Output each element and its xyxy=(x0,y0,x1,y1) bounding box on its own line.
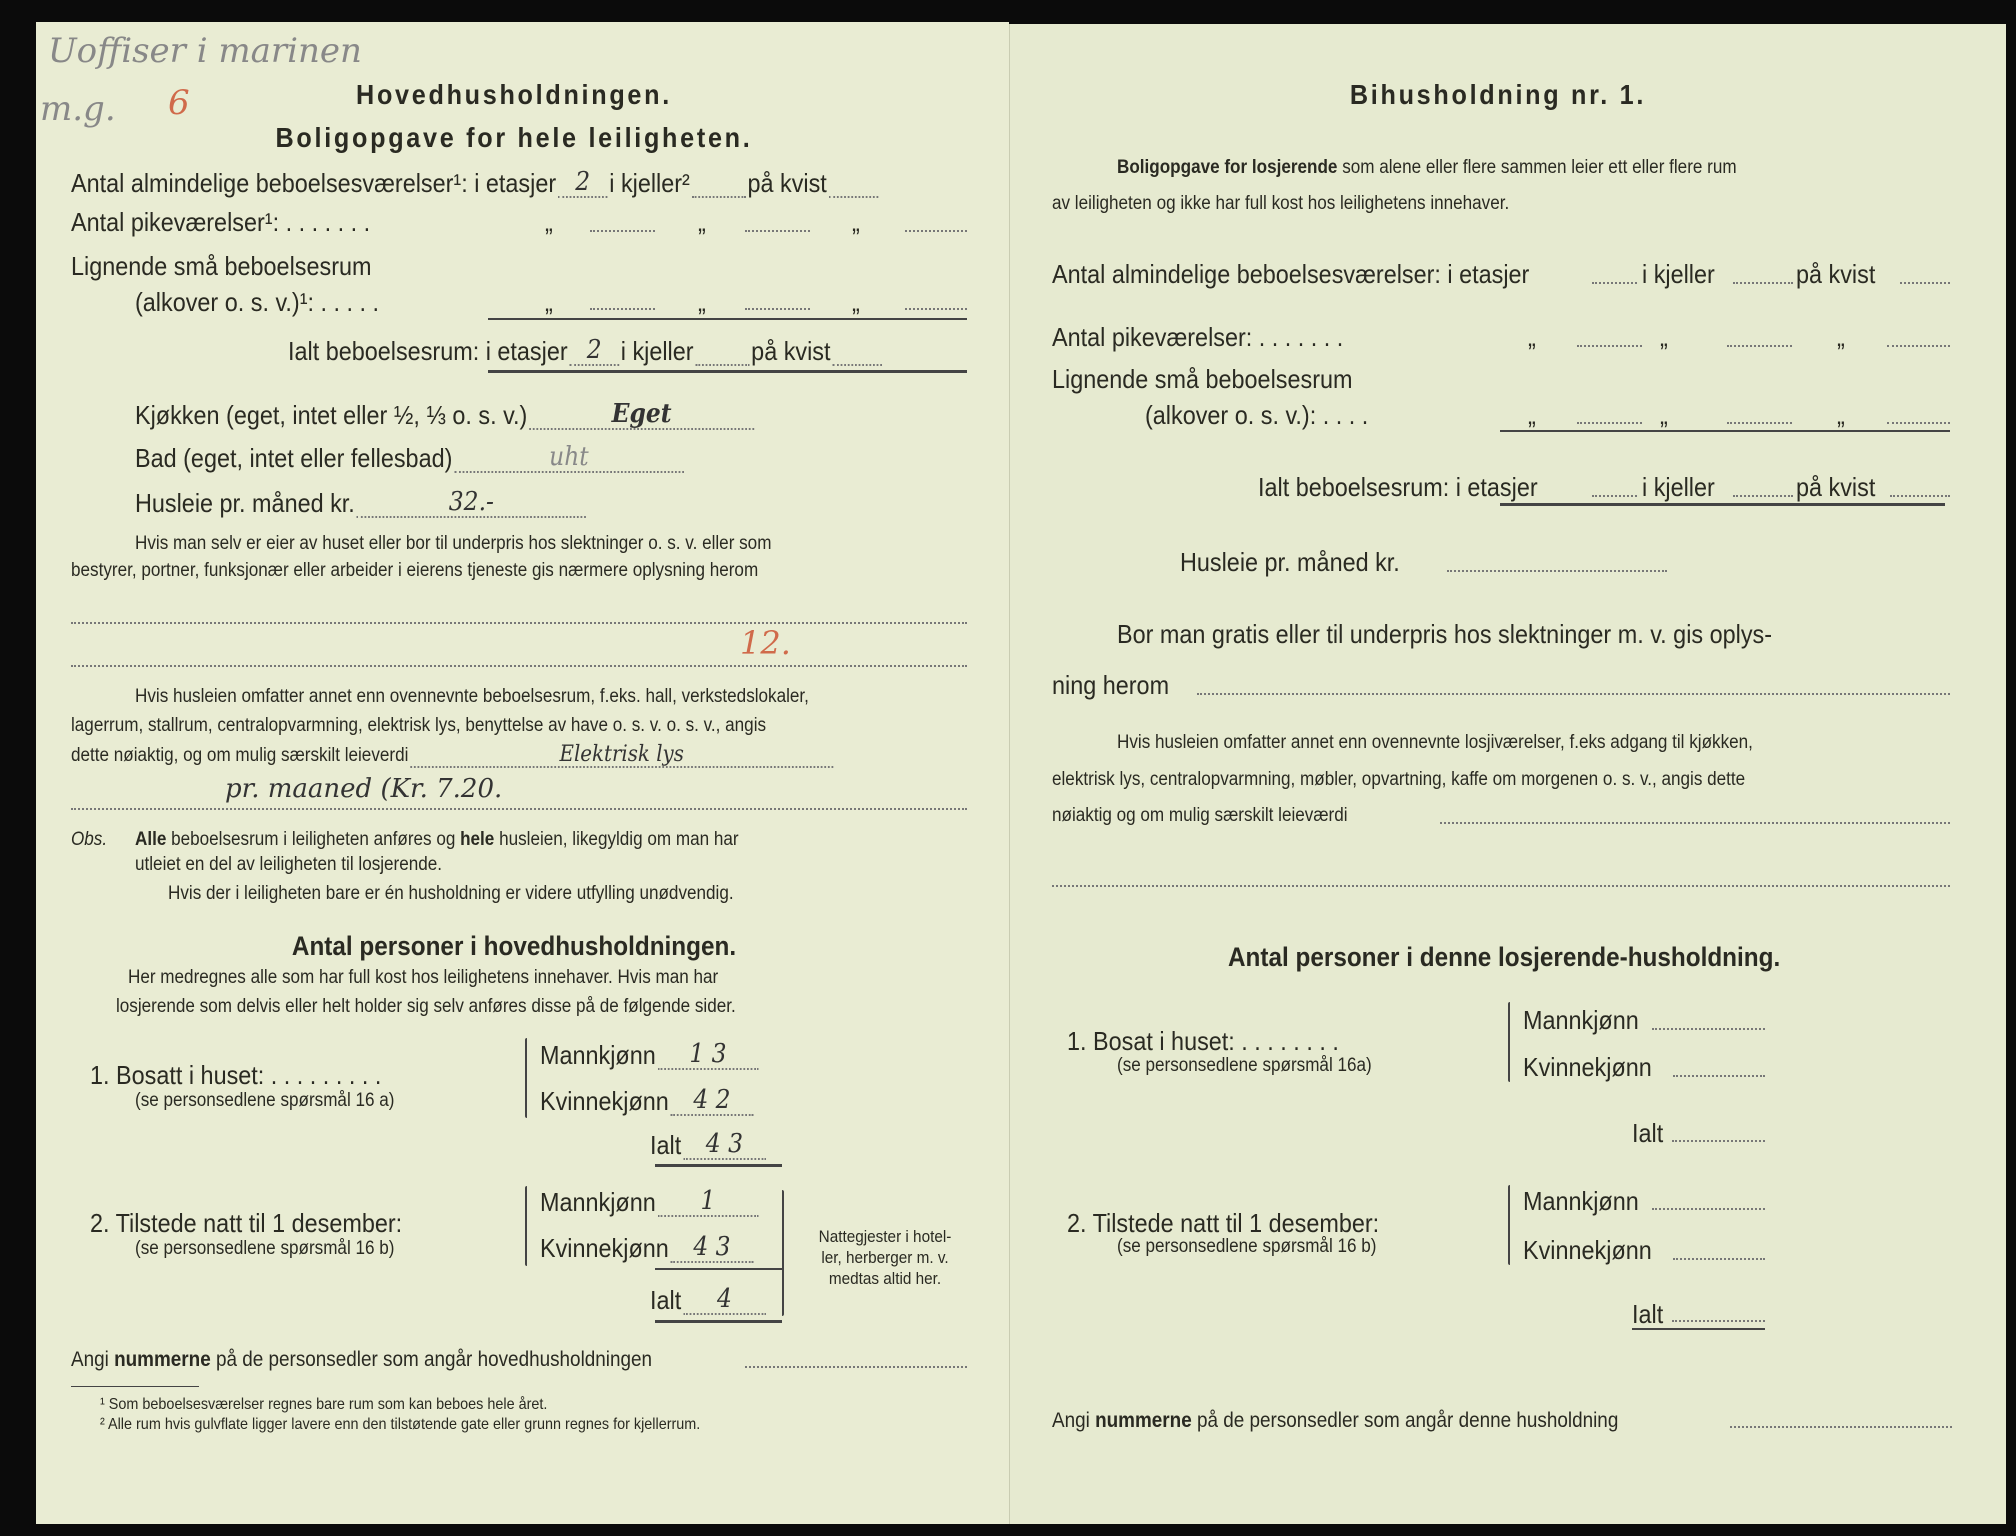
q1-label: 1. Bosatt i huset: . . . . . . . . . xyxy=(90,1060,382,1090)
night-guests-note-3: medtas altid her. xyxy=(828,1269,942,1288)
q2-sub: (se personsedlene spørsmål 16 b) xyxy=(1117,1236,1377,1257)
q1-female-label: Kvinnekjønn xyxy=(540,1086,669,1116)
label-kitchen: Kjøkken (eget, intet eller ½, ⅓ o. s. v.) xyxy=(135,400,528,430)
label-alcoves: (alkover o. s. v.)¹: . . . . . xyxy=(135,287,380,317)
label-kjeller: i kjeller xyxy=(620,336,694,366)
ditto-mark: „ xyxy=(1837,400,1845,430)
kitchen-row xyxy=(135,400,756,430)
footnote-1: ¹ Som beboelsesværelser regnes bare rum som kan beboes hele året. xyxy=(100,1396,548,1413)
handwritten-q1-male: 1 3 xyxy=(658,1040,759,1070)
label-kjeller: i kjeller xyxy=(1642,472,1715,502)
handwritten-q2-total: 4 xyxy=(683,1285,766,1315)
ditto-mark: „ xyxy=(852,287,860,317)
ditto-mark: „ xyxy=(1528,322,1536,352)
rent-includes-line1: Hvis husleien omfatter annet enn ovennevnte beboelsesrum, f.eks. hall, verkstedslokaler, xyxy=(135,686,809,707)
obs-line1: Alle beboelsesrum i leiligheten anføres og hele husleien, likegyldig om man har xyxy=(135,829,739,850)
handwritten-mg: m.g. xyxy=(40,89,116,129)
rent-includes-line3: dette nøiaktig, og om mulig særskilt leieverdi xyxy=(71,745,409,766)
persons-title: Antal personer i denne losjerende-husholdning. xyxy=(1228,942,1781,972)
label-kvist: på kvist xyxy=(1796,472,1876,502)
handwritten-red-6: 6 xyxy=(168,83,190,123)
label-kvist: på kvist xyxy=(1796,259,1876,289)
label-small-rooms: Lignende små beboelsesrum xyxy=(1052,364,1353,394)
persons-title: Antal personer i hovedhusholdningen. xyxy=(291,931,737,961)
handwritten-kitchen: Eget xyxy=(529,400,754,430)
ditto-mark: „ xyxy=(1528,400,1536,430)
q1-total-label: Ialt xyxy=(650,1130,682,1160)
rent-row xyxy=(135,488,588,518)
ditto-mark: „ xyxy=(545,207,553,237)
handwritten-etasjer: 2 xyxy=(558,168,608,198)
rooms-row xyxy=(71,168,880,198)
label-kjeller: i kjeller² xyxy=(609,168,690,198)
q2-sub: (se personsedlene spørsmål 16 b) xyxy=(135,1238,395,1259)
handwritten-q2-male: 1 xyxy=(658,1187,759,1217)
rent-includes-line1: Hvis husleien omfatter annet enn ovennevnte losjiværelser, f.eks adgang til kjøkken, xyxy=(1117,732,1753,753)
blank-kvist xyxy=(829,168,879,198)
label-kvist: på kvist xyxy=(747,168,827,198)
q1-total-label: Ialt xyxy=(1632,1118,1664,1148)
page-subtitle: Boligopgave for hele leiligheten. xyxy=(275,122,753,153)
label-rent: Husleie pr. måned kr. xyxy=(1180,547,1400,577)
left-page xyxy=(36,22,1009,1524)
intro-line2: av leiligheten og ikke har full kost hos leilighetens innehaver. xyxy=(1052,193,1510,214)
handwritten-red-12: 12. xyxy=(740,624,791,662)
q2-male-label: Mannkjønn xyxy=(540,1187,656,1217)
obs-label: Obs. xyxy=(71,829,108,850)
persons-note-line1: Her medregnes alle som har full kost hos leilighetens innehaver. Hvis man har xyxy=(128,967,719,988)
numbers-line: Angi nummerne på de personsedler som angår denne husholdning xyxy=(1052,1409,1619,1432)
label-kvist: på kvist xyxy=(751,336,831,366)
blank-kjeller xyxy=(695,336,749,366)
label-bath: Bad (eget, intet eller fellesbad) xyxy=(135,443,453,473)
ditto-mark: „ xyxy=(1837,322,1845,352)
ditto-mark: „ xyxy=(1660,322,1668,352)
q2-male-label: Mannkjønn xyxy=(1523,1186,1639,1216)
handwritten-occupation: Uoffiser i marinen xyxy=(48,31,362,71)
q1-female-row xyxy=(540,1086,755,1116)
owner-note-line2: bestyrer, portner, funksjonær eller arbeider i eierens tjeneste gis nærmere oplysning herom xyxy=(71,560,759,581)
label-rooms: Antal almindelige beboelsesværelser: i etasjer xyxy=(1052,259,1530,289)
ditto-mark: „ xyxy=(1660,400,1668,430)
q2-female-label: Kvinnekjønn xyxy=(1523,1235,1652,1265)
bath-row xyxy=(135,443,685,473)
q1-male-label: Mannkjønn xyxy=(540,1040,656,1070)
blank-kjeller xyxy=(692,168,746,198)
label-rooms: Antal almindelige beboelsesværelser¹: i etasjer xyxy=(71,168,557,198)
free-rent-line1: Bor man gratis eller til underpris hos slektninger m. v. gis oplys- xyxy=(1117,619,1773,649)
q1-total-row xyxy=(650,1130,768,1160)
q2-label: 2. Tilstede natt til 1 desember: xyxy=(90,1208,403,1238)
q1-female-label: Kvinnekjønn xyxy=(1523,1052,1652,1082)
label-alcoves: (alkover o. s. v.): . . . . xyxy=(1145,400,1369,430)
handwritten-rent: 32.- xyxy=(357,488,587,518)
q2-total-label: Ialt xyxy=(1632,1299,1664,1329)
rent-includes-line2: elektrisk lys, centralopvarmning, møbler, opvartning, kaffe om morgenen o. s. v., angis dette xyxy=(1052,769,1746,790)
label-rent: Husleie pr. måned kr. xyxy=(135,488,355,518)
q2-male-row xyxy=(540,1187,760,1217)
q2-label: 2. Tilstede natt til 1 desember: xyxy=(1067,1208,1380,1238)
label-total-rooms: Ialt beboelsesrum: i etasjer xyxy=(288,336,568,366)
ditto-mark: „ xyxy=(545,287,553,317)
handwritten-q1-female: 4 2 xyxy=(671,1086,754,1116)
q2-total-label: Ialt xyxy=(650,1285,682,1315)
label-total-rooms: Ialt beboelsesrum: i etasjer xyxy=(1258,472,1538,502)
handwritten-leieverdi-1: Elektrisk lys xyxy=(410,744,833,768)
rent-includes-line3: nøiaktig og om mulig særskilt leieværdi xyxy=(1052,805,1348,826)
handwritten-bath: uht xyxy=(454,443,684,473)
night-guests-note-1: Nattegjester i hotel- xyxy=(818,1227,952,1246)
label-maid-rooms: Antal pikeværelser¹: . . . . . . . xyxy=(71,207,371,237)
label-maid-rooms: Antal pikeværelser: . . . . . . . xyxy=(1052,322,1344,352)
handwritten-leieverdi-2: pr. maaned (Kr. 7.20. xyxy=(225,774,503,804)
ditto-mark: „ xyxy=(698,207,706,237)
q2-total-row xyxy=(650,1285,768,1315)
q2-female-label: Kvinnekjønn xyxy=(540,1233,669,1263)
q2-female-row xyxy=(540,1233,755,1263)
rent-includes-line3-row xyxy=(71,744,835,768)
page-title: Hovedhusholdningen. xyxy=(356,79,672,110)
footnote-2: ² Alle rum hvis gulvflate ligger lavere enn den tilstøtende gate eller grunn regnes for kjellerrum. xyxy=(100,1416,701,1433)
total-rooms-row xyxy=(288,336,884,366)
handwritten-q2-female: 4 3 xyxy=(671,1233,754,1263)
q1-sub: (se personsedlene spørsmål 16a) xyxy=(1117,1055,1372,1076)
numbers-line: Angi nummerne på de personsedler som angår hovedhusholdningen xyxy=(71,1348,653,1371)
label-kjeller: i kjeller xyxy=(1642,259,1715,289)
obs-line3: Hvis der i leiligheten bare er én husholdning er videre utfylling unødvendig. xyxy=(168,883,734,904)
intro-line1: Boligopgave for losjerende som alene eller flere sammen leier ett eller flere rum xyxy=(1117,157,1737,178)
q1-male-row xyxy=(540,1040,760,1070)
label-small-rooms: Lignende små beboelsesrum xyxy=(71,251,372,281)
q1-sub: (se personsedlene spørsmål 16 a) xyxy=(135,1090,395,1111)
owner-note-line1: Hvis man selv er eier av huset eller bor til underpris hos slektninger o. s. v. eller som xyxy=(135,533,772,554)
handwritten-q1-total: 4 3 xyxy=(683,1130,766,1160)
ditto-mark: „ xyxy=(852,207,860,237)
ditto-mark: „ xyxy=(698,287,706,317)
handwritten-ialt-etasjer: 2 xyxy=(569,336,619,366)
obs-line2: utleiet en del av leiligheten til losjerende. xyxy=(135,854,443,875)
q1-male-label: Mannkjønn xyxy=(1523,1005,1639,1035)
sub-household-title: Bihusholdning nr. 1. xyxy=(1349,79,1647,110)
q1-label: 1. Bosat i huset: . . . . . . . . xyxy=(1067,1026,1339,1056)
rent-includes-line2: lagerrum, stallrum, centralopvarmning, elektrisk lys, benyttelse av have o. s. v. o. s. v., angis xyxy=(71,715,767,736)
persons-note-line2: losjerende som delvis eller helt holder sig selv anføres disse på de følgende sider. xyxy=(116,996,736,1017)
free-rent-line2: ning herom xyxy=(1052,670,1170,700)
night-guests-note-2: ler, herberger m. v. xyxy=(821,1248,949,1267)
blank-kvist xyxy=(832,336,882,366)
